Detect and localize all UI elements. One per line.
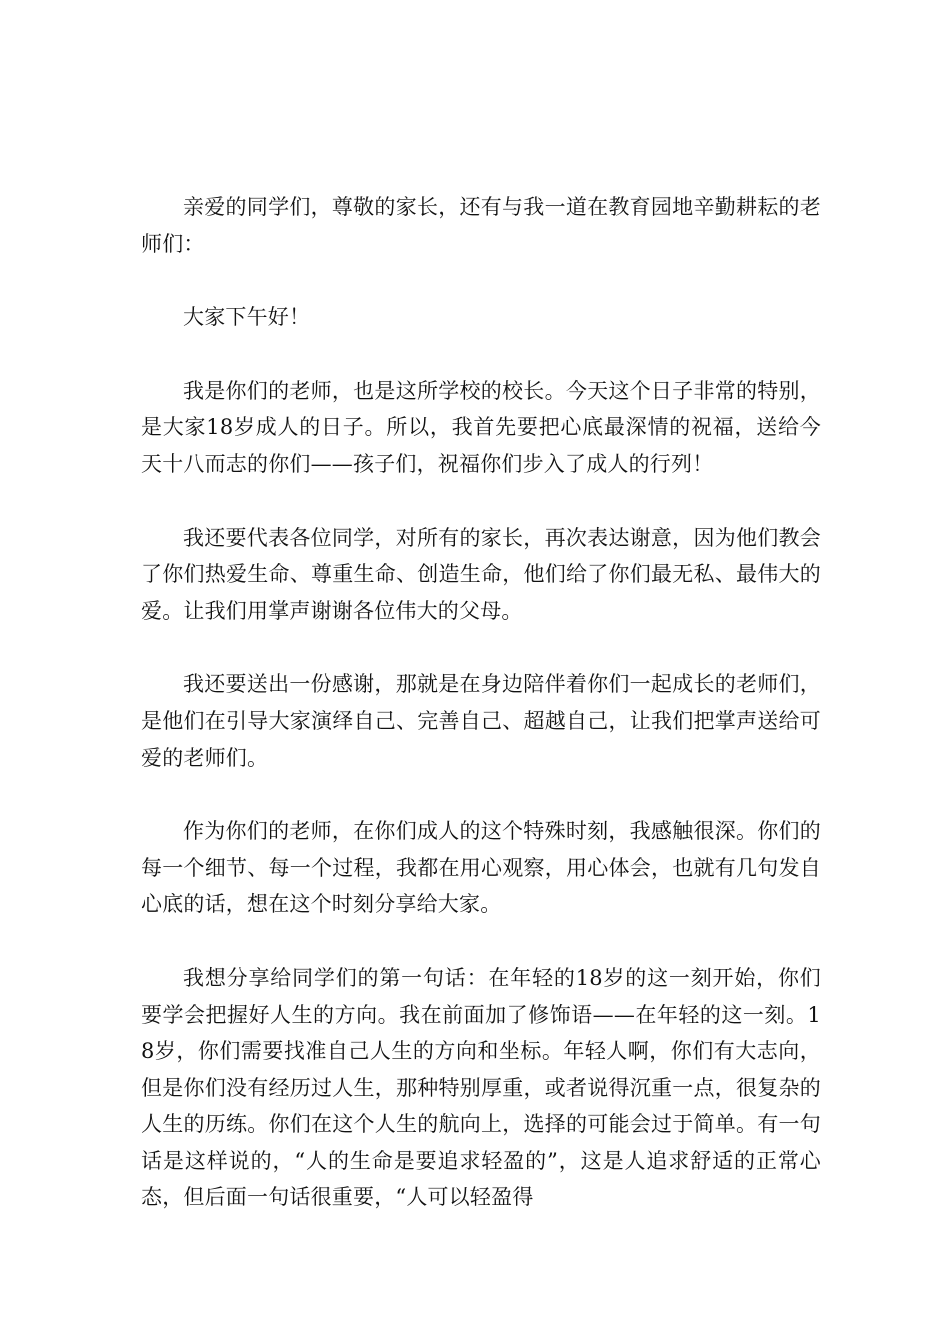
paragraph-introduction: 我是你们的老师，也是这所学校的校长。今天这个日子非常的特别，是大家18岁成人的日子。所以，我首先要把心底最深情的祝福，送给今天十八而志的你们——孩子们，祝福你们步入了成人的行列！: [141, 378, 821, 476]
paragraph-reflection: 作为你们的老师，在你们成人的这个特殊时刻，我感触很深。你们的每一个细节、每一个过程，我都在用心观察，用心体会，也就有几句发自心底的话，想在这个时刻分享给大家。: [141, 819, 821, 917]
paragraph-thanks-parents: 我还要代表各位同学，对所有的家长，再次表达谢意，因为他们教会了你们热爱生命、尊重生命、创造生命，他们给了你们最无私、最伟大的爱。让我们用掌声谢谢各位伟大的父母。: [141, 525, 821, 623]
paragraph-thanks-teachers: 我还要送出一份感谢，那就是在身边陪伴着你们一起成长的老师们，是他们在引导大家演绎自己、完善自己、超越自己，让我们把掌声送给可爱的老师们。: [141, 672, 821, 770]
document-body: [141, 189, 821, 1253]
paragraph-first-message: 我想分享给同学们的第一句话：在年轻的18岁的这一刻开始，你们要学会把握好人生的方向。我在前面加了修饰语——在年轻的这一刻。18岁，你们需要找准自己人生的方向和坐标。年轻人啊，你们有大志向，但是你们没有经历过人生，那种特别厚重，或者说得沉重一点，很复杂的人生的历练。你们在这个人生的航向上，选择的可能会过于简单。有一句话是这样说的，“人的生命是要追求轻盈的”，这是人追求舒适的正常心态，但后面一句话很重要，“人可以轻盈得: [141, 965, 821, 1210]
paragraph-salutation: 亲爱的同学们，尊敬的家长，还有与我一道在教育园地辛勤耕耘的老师们：: [141, 195, 821, 256]
paragraph-greeting: 大家下午好！: [183, 305, 311, 330]
